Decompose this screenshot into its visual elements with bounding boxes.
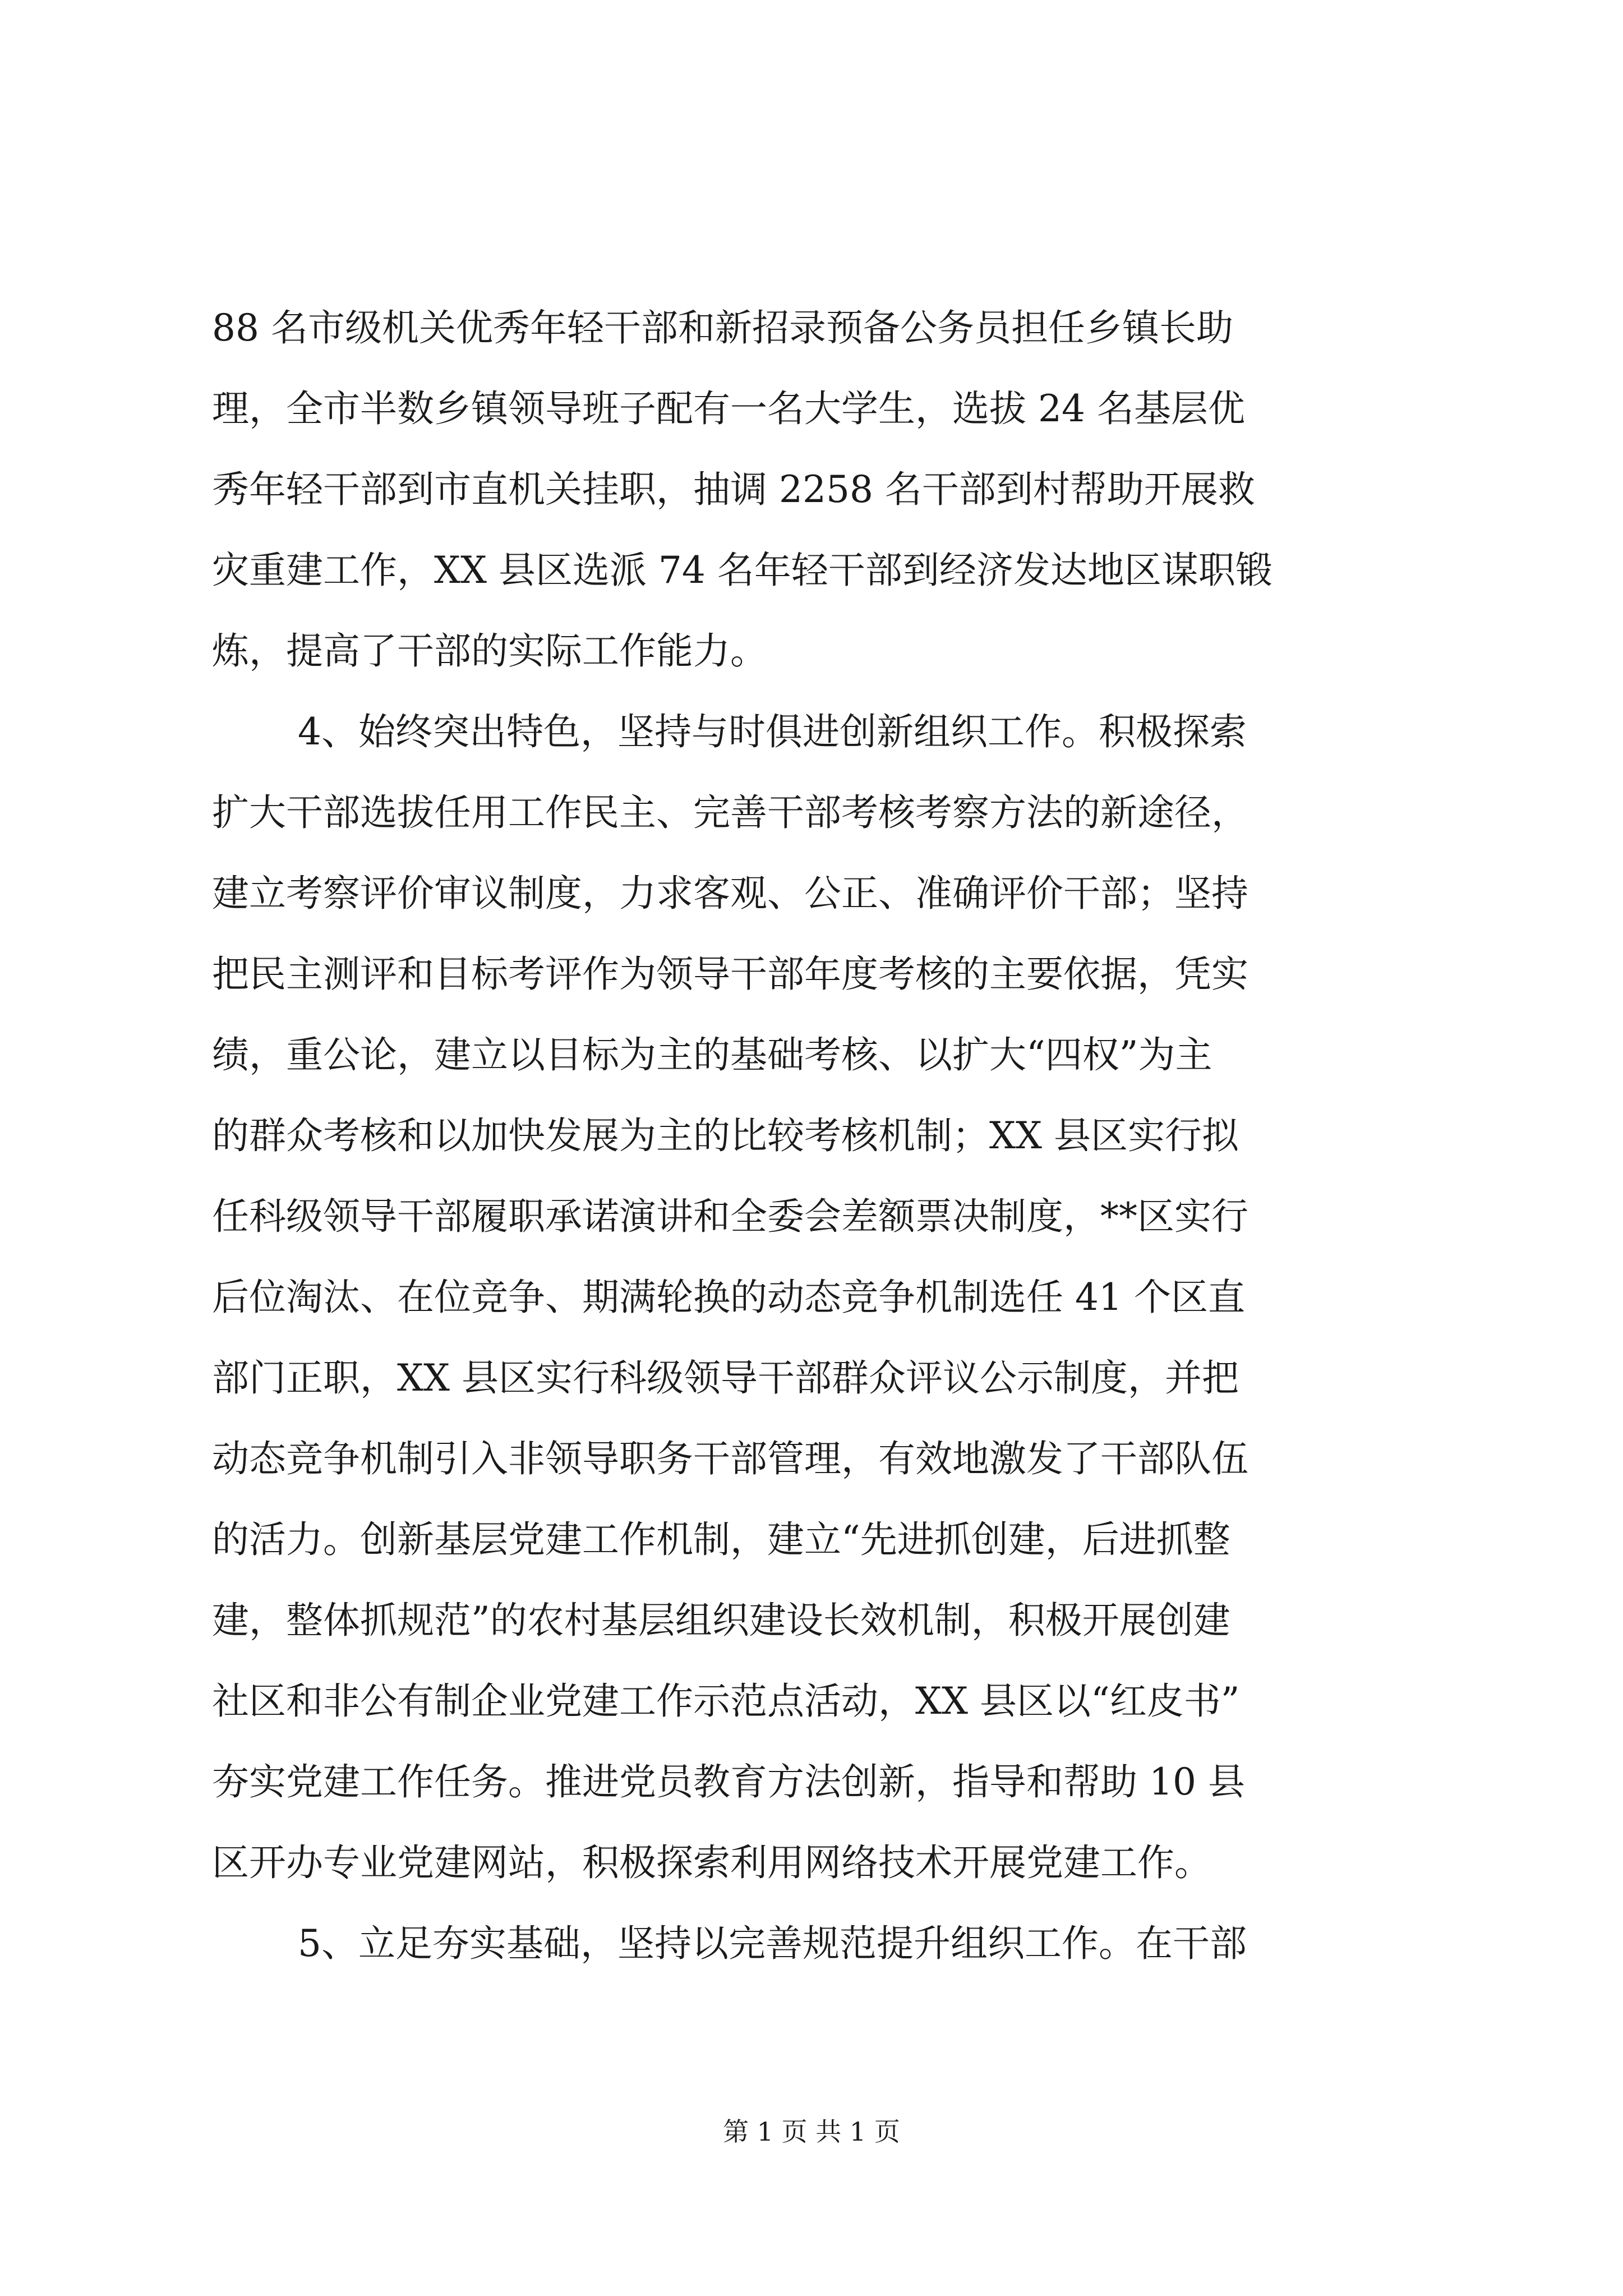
body-text-line: 任科级领导干部履职承诺演讲和全委会差额票决制度，**区实行	[212, 1195, 1248, 1238]
body-text-line: 把民主测评和目标考评作为领导干部年度考核的主要依据，凭实	[212, 953, 1248, 996]
paragraph-4-heading-line: 4、始终突出特色，坚持与时俱进创新组织工作。积极探索	[298, 710, 1247, 753]
body-text-line: 动态竞争机制引入非领导职务干部管理，有效地激发了干部队伍	[212, 1437, 1248, 1480]
body-text-line: 绩，重公论，建立以目标为主的基础考核、以扩大“四权”为主	[212, 1033, 1212, 1076]
body-text-line: 建，整体抓规范”的农村基层组织建设长效机制，积极开展创建	[212, 1599, 1230, 1642]
body-text-line: 88 名市级机关优秀年轻干部和新招录预备公务员担任乡镇长助	[212, 306, 1233, 349]
body-text-line: 部门正职，XX 县区实行科级领导干部群众评议公示制度，并把	[212, 1356, 1239, 1400]
body-text-line: 夯实党建工作任务。推进党员教育方法创新，指导和帮助 10 县	[212, 1760, 1245, 1803]
body-text-line: 的活力。创新基层党建工作机制，建立“先进抓创建，后进抓整	[212, 1518, 1230, 1561]
page-footer: 第 1 页 共 1 页	[723, 2116, 900, 2147]
body-text-line: 区开办专业党建网站，积极探索利用网络技术开展党建工作。	[212, 1841, 1211, 1884]
paragraph-5-heading-line: 5、立足夯实基础，坚持以完善规范提升组织工作。在干部	[298, 1922, 1247, 1965]
body-text-line: 理，全市半数乡镇领导班子配有一名大学生，选拔 24 名基层优	[212, 387, 1245, 430]
body-text-line: 的群众考核和以加快发展为主的比较考核机制；XX 县区实行拟	[212, 1114, 1239, 1157]
body-text-line: 建立考察评价审议制度，力求客观、公正、准确评价干部；坚持	[212, 872, 1248, 915]
body-text-line: 扩大干部选拔任用工作民主、完善干部考核考察方法的新途径，	[212, 791, 1248, 834]
body-text-line: 社区和非公有制企业党建工作示范点活动，XX 县区以“红皮书”	[212, 1680, 1240, 1723]
body-text-line: 秀年轻干部到市直机关挂职，抽调 2258 名干部到村帮助开展救	[212, 468, 1255, 511]
body-text-line: 灾重建工作，XX 县区选派 74 名年轻干部到经济发达地区谋职锻	[212, 549, 1272, 592]
body-text-line: 后位淘汰、在位竞争、期满轮换的动态竞争机制选任 41 个区直	[212, 1276, 1245, 1319]
body-text-line: 炼，提高了干部的实际工作能力。	[212, 629, 767, 673]
